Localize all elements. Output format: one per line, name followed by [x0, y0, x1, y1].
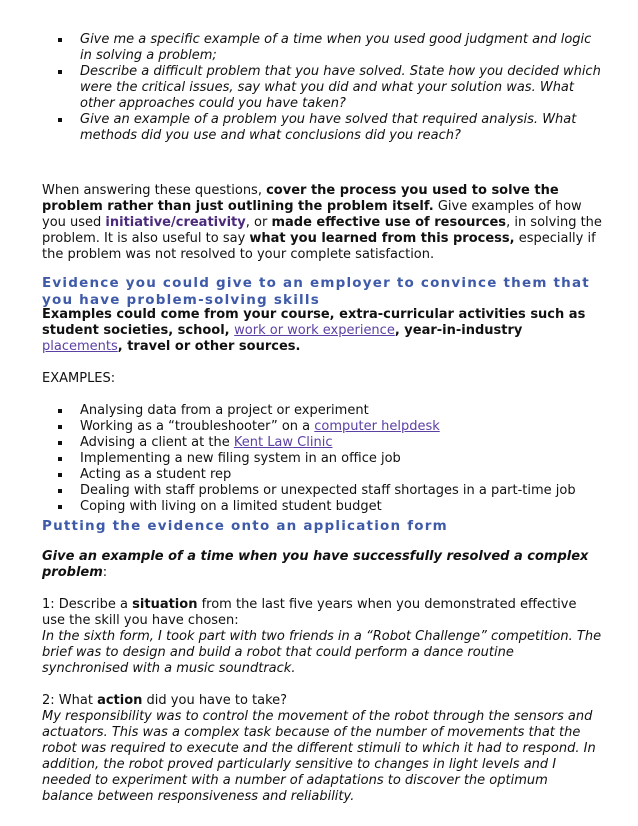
text-run: , or	[245, 215, 272, 230]
kent-law-clinic-link[interactable]: Kent Law Clinic	[233, 435, 333, 450]
work-experience-link[interactable]: work or work experience	[234, 323, 395, 338]
bold-text: cover the process you used to solve the problem rather than just outlining the problem itself.	[42, 183, 559, 214]
list-item-text: Analysing data from a project or experiment	[80, 403, 369, 418]
bold-text: action	[97, 693, 143, 708]
section-heading: Evidence you could give to an employer to convince them that you have problem-solving skills	[42, 275, 590, 308]
list-item	[42, 403, 602, 419]
situation-answer: In the sixth form, I took part with two friends in a “Robot Challenge” competition. The brief was to design and build a robot that could perform a dance routine synchronised with a music soundtrack.	[42, 629, 602, 676]
bullet-icon	[58, 505, 62, 509]
bullet-icon	[58, 38, 62, 42]
list-item-text: Coping with living on a limited student budget	[80, 499, 382, 514]
bullet-icon	[58, 409, 62, 413]
list-item	[42, 451, 602, 467]
action-answer: My responsibility was to control the movement of the robot through the sensors and actuators. This was a complex task because of the number of movements that the robot was required to execute and the different stimuli to which it had to respond. In addition, the robot proved particularly sensitive to changes in light levels and I needed to experiment with a number of adaptations to discover the optimum balance between responsiveness and reliability.	[42, 709, 596, 804]
list-item	[42, 435, 602, 451]
list-item	[42, 112, 602, 144]
text-run: When answering these questions,	[42, 183, 267, 198]
text-run: :	[102, 565, 108, 580]
placements-link[interactable]: placements	[42, 339, 118, 354]
bullet-icon	[58, 118, 62, 122]
list-item-text: Implementing a new filing system in an office job	[80, 451, 401, 466]
examples-list	[42, 403, 602, 515]
bullet-icon	[58, 425, 62, 429]
bold-text: what you learned from this process,	[249, 231, 515, 246]
bullet-icon	[58, 457, 62, 461]
bullet-icon	[58, 70, 62, 74]
bold-text: made effective use of resources	[271, 215, 507, 230]
application-question	[42, 549, 602, 581]
bold-text: situation	[132, 597, 198, 612]
list-item-text: Give me a specific example of a time when you used good judgment and logic in solving a problem;	[80, 32, 592, 63]
text-run: 1: Describe a	[42, 597, 133, 612]
evidence-sources-paragraph	[42, 307, 602, 355]
list-item	[42, 483, 602, 499]
section-heading: Putting the evidence onto an application form	[42, 518, 448, 534]
text-run: did you have to take?	[142, 693, 288, 708]
list-item-text: Acting as a student rep	[80, 467, 232, 482]
bullet-icon	[58, 441, 62, 445]
list-item-text: Describe a difficult problem that you have solved. State how you decided which were the critical issues, say what you did and what your solution was. What other approaches could you have taken?	[80, 64, 601, 111]
answering-advice-paragraph	[42, 183, 602, 263]
bullet-icon	[58, 473, 62, 477]
bold-text: , travel or other sources.	[117, 339, 301, 354]
list-item	[42, 419, 602, 435]
bold-text: Examples could come from your course, extra-curricular activities such as student societies, school,	[42, 307, 586, 338]
text-run: , in solving the problem. It is also useful to say	[42, 215, 602, 246]
highlight-text: initiative/creativity	[105, 215, 246, 230]
bold-text: , year-in-industry	[394, 323, 523, 338]
step-situation	[42, 597, 602, 677]
list-item-text: Give an example of a problem you have solved that required analysis. What methods did you use and what conclusions did you reach?	[80, 112, 577, 143]
list-item-text: Advising a client at the	[80, 435, 234, 450]
examples-label: EXAMPLES:	[42, 371, 116, 386]
step-action	[42, 693, 602, 805]
list-item-text: Dealing with staff problems or unexpected staff shortages in a part-time job	[80, 483, 576, 498]
bullet-icon	[58, 489, 62, 493]
text-run: especially if the problem was not resolved to your complete satisfaction.	[42, 231, 596, 262]
text-run: Give examples of how you used	[42, 199, 582, 230]
question-list	[42, 32, 602, 144]
text-run: 2: What	[42, 693, 98, 708]
text-run: from the last five years when you demonstrated effective use the skill you have chosen:	[42, 597, 577, 628]
list-item	[42, 32, 602, 64]
computer-helpdesk-link[interactable]: computer helpdesk	[314, 419, 440, 434]
question-text: Give an example of a time when you have successfully resolved a complex problem	[42, 549, 589, 580]
list-item	[42, 499, 602, 515]
list-item-text: Working as a “troubleshooter” on a	[80, 419, 315, 434]
list-item	[42, 64, 602, 112]
list-item	[42, 467, 602, 483]
